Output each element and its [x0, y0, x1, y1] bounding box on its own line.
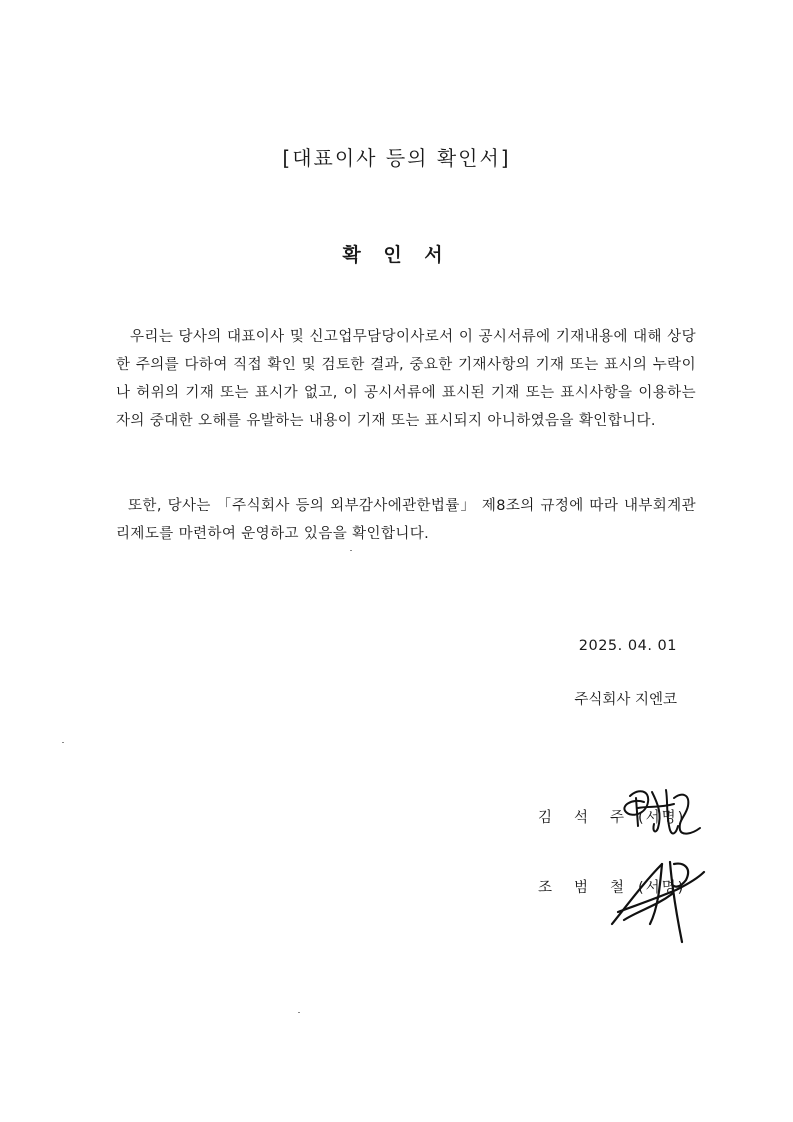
scan-speck	[62, 742, 64, 743]
scan-speck	[350, 550, 352, 551]
internal-control-paragraph: 또한, 당사는 「주식회사 등의 외부감사에관한법률」 제8조의 규정에 따라 내부회계관리제도를 마련하여 운영하고 있음을 확인합니다.	[116, 498, 696, 542]
signature-mark-label: (서명)	[638, 880, 686, 896]
signatory-name: 김석주	[538, 810, 647, 826]
confirmation-paragraph: 우리는 당사의 대표이사 및 신고업무담당이사로서 이 공시서류에 기재내용에 대해 상당한 주의를 다하여 직접 확인 및 검토한 결과, 중요한 기재사항의 기재 또는 표시의 누락이나 허위의 기재 또는 표시가 없고, 이 공시서류에 표시된 기재 또는 표시사항을 이용하는 자의 중대한 오해를 유발하는 내용이 기재 또는 표시되지 아니하였음을 확인합니다.	[116, 329, 696, 429]
document-title: 확 인 서	[342, 244, 451, 266]
scan-speck	[298, 1012, 300, 1013]
signatory-name: 조범철	[538, 880, 647, 896]
document-header: [대표이사 등의 확인서]	[282, 146, 511, 170]
company-name: 주식회사 지엔코	[574, 692, 677, 708]
issue-date: 2025. 04. 01	[578, 638, 677, 654]
signature-mark-label: (서명)	[638, 810, 686, 826]
handwritten-signature	[600, 850, 710, 950]
